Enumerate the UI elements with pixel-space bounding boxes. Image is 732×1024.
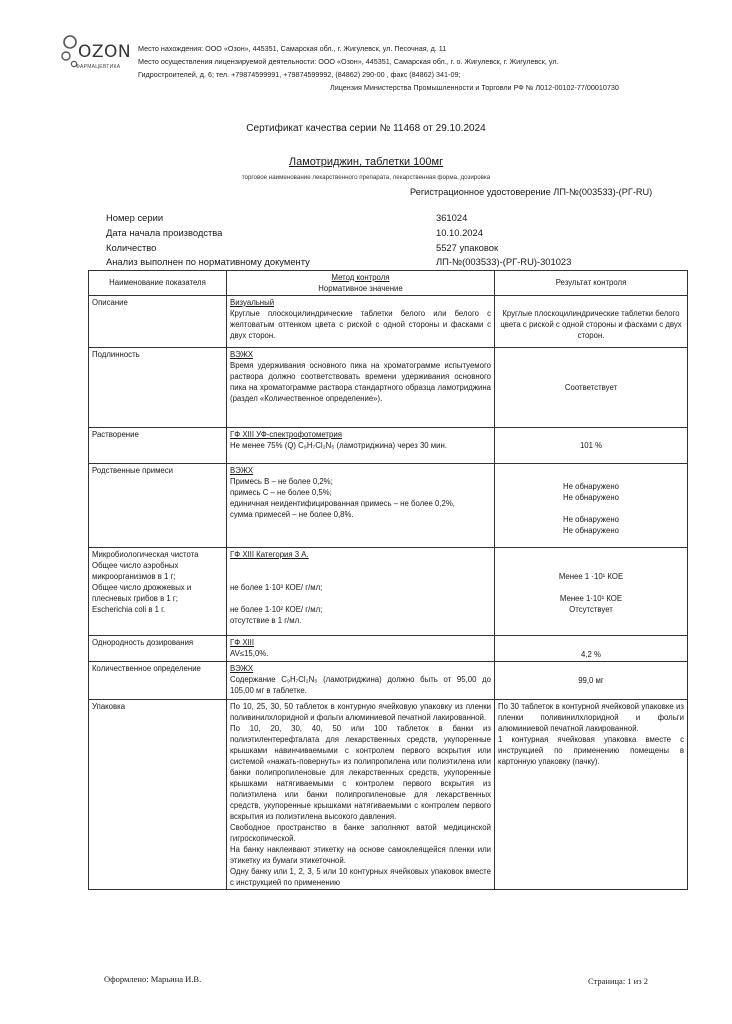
- certificate-title: Сертификат качества серии № 11468 от 29.10.2024: [246, 123, 486, 134]
- row-result: Круглые плоскоцилиндрические таблетки белого цвета с риской с одной стороны и фасками с двух сторон.: [495, 296, 688, 348]
- logo-text: OZON: [78, 42, 132, 62]
- table-row: [89, 662, 688, 700]
- row-indicator: Описание: [89, 296, 227, 348]
- row-indicator: Родственные примеси: [89, 464, 227, 548]
- table-row: [89, 636, 688, 662]
- batch-number-label: Номер серии: [106, 212, 164, 223]
- table-row: [89, 548, 688, 636]
- page-number: Страница: 1 из 2: [588, 976, 648, 986]
- quality-table: [88, 270, 688, 890]
- header-license-line: Лицензия Министерства Промышленности и Торговли РФ № Л012-00102-77/00010730: [330, 83, 619, 92]
- row-method: ВЭЖХ: [230, 466, 254, 475]
- normative-doc-value: ЛП-№(003533)-(РГ-RU)-301023: [436, 256, 572, 267]
- row-method: ГФ XIII Категория 3 А.: [230, 550, 309, 559]
- row-norm: Примесь В – не более 0,2%; примесь С – не более 0,5%; единичная неидентифицированная примесь – не более 0,2%, сумма примесей – не более 0,8%.: [230, 477, 455, 519]
- row-result: Не обнаружено Не обнаружено Не обнаружено Не обнаружено: [495, 464, 688, 548]
- header-contacts-line: Гидростроителей, д. 6; тел. +79874599991, +79874599992, (84862) 290-00 , факс (84862) 341-09;: [138, 70, 461, 79]
- row-norm: Содержание C₉H₇Cl₂N₅ (ламотриджина) должно быть от 95,00 до 105,00 мг в таблетке.: [230, 675, 491, 695]
- header-indicator: Наименование показателя: [89, 271, 227, 296]
- row-indicator: Упаковка: [89, 700, 227, 890]
- row-indicator: Микробиологическая чистота Общее число аэробных микроорганизмов в 1 г; Общее число дрожжевых и плесневых грибов в 1 г; Escherichia coli в 1 г.: [89, 548, 227, 636]
- product-name: Ламотриджин, таблетки 100мг: [288, 156, 444, 168]
- table-header-row: [89, 271, 688, 296]
- logo-subtitle: ФАРМАЦЕВТИКА: [76, 64, 121, 70]
- production-date-value: 10.10.2024: [436, 227, 483, 238]
- table-row: [89, 296, 688, 348]
- header-address-line: Место нахождения: ООО «Озон», 445351, Самарская обл., г. Жигулевск, ул. Песочная, д. 11: [138, 44, 447, 53]
- table-row: [89, 348, 688, 428]
- batch-number-value: 361024: [436, 212, 468, 223]
- row-result: 99,0 мг: [495, 662, 688, 700]
- row-norm: не более 1·10³ КОЕ/ г/мл; не более 1·10² КОЕ/ г/мл; отсутствие в 1 г/мл.: [230, 583, 323, 625]
- prepared-by: Оформлено: Марьина И.В.: [104, 974, 202, 984]
- row-method: ВЭЖХ: [230, 664, 254, 673]
- row-norm: AV≤15,0%.: [230, 649, 269, 658]
- table-row: [89, 428, 688, 464]
- row-indicator: Растворение: [89, 428, 227, 464]
- row-result: Менее 1 ·10¹ КОЕ Менее 1·10¹ КОЕ Отсутствует: [495, 548, 688, 636]
- row-norm: Время удерживания основного пика на хроматограмме испытуемого раствора должно соответствовать времени удерживания основного пика на хроматограмме раствора стандартного образца ламотриджина (раздел «Количественное определение»).: [230, 361, 491, 403]
- quantity-value: 5527 упаковок: [436, 242, 499, 253]
- header-method: [227, 271, 495, 296]
- quantity-label: Количество: [106, 242, 157, 253]
- row-norm-cell: [227, 662, 495, 700]
- row-result: Соответствует: [495, 348, 688, 428]
- row-method: Визуальный: [230, 298, 275, 307]
- header-result: Результат контроля: [495, 271, 688, 296]
- normative-doc-label: Анализ выполнен по нормативному документу: [106, 256, 310, 267]
- production-date-label: Дата начала производства: [106, 227, 223, 238]
- row-norm-cell: [227, 348, 495, 428]
- row-indicator: Подлинность: [89, 348, 227, 428]
- header-method-line1: Метод контроля: [331, 273, 390, 282]
- row-norm: Круглые плоскоцилиндрические таблетки белого или белого с желтоватым оттенком цвета с риской с одной стороны и фасками с двух сторон.: [230, 309, 491, 340]
- row-norm-cell: [227, 428, 495, 464]
- row-indicator: Количественное определение: [89, 662, 227, 700]
- row-norm: Не менее 75% (Q) C₉H₇Cl₂N₅ (ламотриджина) через 30 мин.: [230, 441, 447, 450]
- table-row: [89, 700, 688, 890]
- header-activity-line: Место осуществления лицензируемой деятельности: ООО «Озон», 445351, Самарская обл., г. о. Жигулевск, г. Жигулевск, ул.: [138, 57, 559, 66]
- row-method: ВЭЖХ: [230, 350, 254, 359]
- registration-number: Регистрационное удостоверение ЛП-№(003533)-(РГ-RU): [410, 187, 653, 197]
- row-norm-cell: [227, 296, 495, 348]
- row-norm-cell: [227, 464, 495, 548]
- row-indicator: Однородность дозирования: [89, 636, 227, 662]
- row-norm-cell: [227, 548, 495, 636]
- header-method-line2: Нормативное значение: [318, 284, 403, 293]
- product-subtitle: торговое наименование лекарственного препарата, лекарственная форма, дозировка: [241, 174, 491, 181]
- row-result: По 30 таблеток в контурной ячейковой упаковке из пленки поливинилхлоридной и фольги алюминиевой печатной лакированной. 1 контурная ячейковая упаковка вместе с инструкцией по применению помещены в картонную упаковку (пачку).: [495, 700, 688, 890]
- row-result: 101 %: [495, 428, 688, 464]
- row-result: 4,2 %: [495, 636, 688, 662]
- table-row: [89, 464, 688, 548]
- row-norm-cell: [227, 636, 495, 662]
- row-method: ГФ XIII: [230, 638, 255, 647]
- row-norm: По 10, 25, 30, 50 таблеток в контурную ячейковую упаковку из пленки поливинилхлоридной и фольги алюминиевой печатной лакированной. По 10, 20, 30, 40, 50 или 100 таблеток в банки из полиэтилентерефталата для лекарственных средств, укупоренные крышками навинчиваемыми с контролем первого вскрытия или системой «нажать-повернуть» из полипропилена или полиэтилена или банки полипропиленовые для лекарственных средств, укупоренные крышками натягиваемыми с контролем первого вскрытия из полиэтилена или банки полипропиленовые для лекарственных средств, укупоренные крышками натягиваемыми с контролем первого вскрытия из полиэтилена высокого давления. Свободное пространство в банке заполняют ватой медицинской гигроскопической. На банку наклеивают этикетку на основе самоклеящейся пленки или этикетку из бумаги этикеточной. Одну банку или 1, 2, 3, 5 или 10 контурных ячейковых упаковок вместе с инструкцией по применению: [227, 700, 495, 890]
- row-method: ГФ XIII УФ-спектрофотометрия: [230, 430, 342, 439]
